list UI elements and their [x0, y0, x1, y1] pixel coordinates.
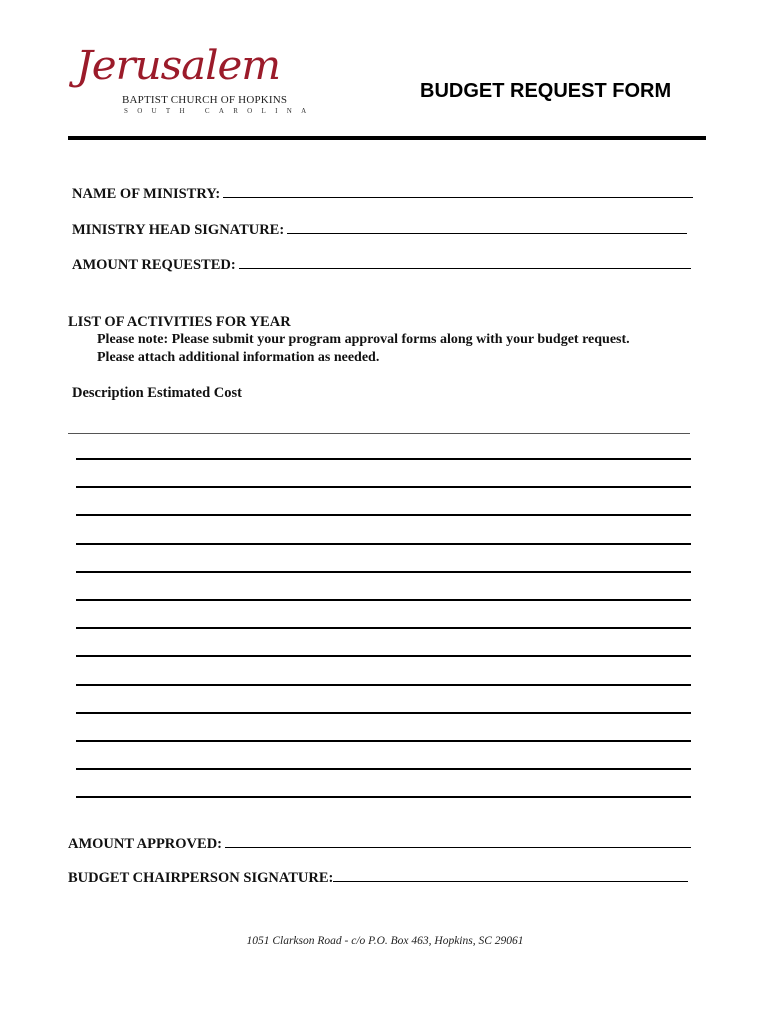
amount-requested-field[interactable]: [72, 257, 691, 274]
activity-entry-line[interactable]: [76, 458, 691, 460]
church-logo: [76, 43, 316, 126]
chairperson-signature-blank[interactable]: [333, 880, 688, 882]
activity-entry-line[interactable]: [76, 571, 691, 573]
amount-approved-label: AMOUNT APPROVED:: [68, 836, 222, 852]
amount-approved-field[interactable]: [68, 836, 691, 853]
activities-top-line[interactable]: [68, 433, 690, 434]
activities-column-header: Description Estimated Cost: [72, 385, 242, 401]
activity-entry-line[interactable]: [76, 796, 691, 798]
amount-requested-blank[interactable]: [239, 267, 691, 269]
footer-address: 1051 Clarkson Road - c/o P.O. Box 463, Hopkins, SC 29061: [246, 935, 524, 947]
ministry-name-field[interactable]: [72, 186, 693, 203]
ministry-head-signature-blank[interactable]: [287, 232, 687, 234]
activities-title: LIST OF ACTIVITIES FOR YEAR: [68, 314, 291, 330]
activity-entry-line[interactable]: [76, 599, 691, 601]
logo-wordmark: Jerusalem: [76, 43, 281, 89]
header-divider: [68, 136, 706, 140]
chairperson-signature-label: BUDGET CHAIRPERSON SIGNATURE:: [68, 870, 334, 886]
ministry-name-blank[interactable]: [223, 196, 693, 198]
activity-entry-line[interactable]: [76, 768, 691, 770]
logo-state: SOUTH CAROLINA: [124, 107, 316, 115]
ministry-head-signature-label: MINISTRY HEAD SIGNATURE:: [72, 222, 285, 238]
chairperson-signature-field[interactable]: [68, 870, 688, 887]
activity-entry-line[interactable]: [76, 712, 691, 714]
amount-approved-blank[interactable]: [225, 846, 691, 848]
activity-entry-line[interactable]: [76, 514, 691, 516]
activity-entry-line[interactable]: [76, 740, 691, 742]
amount-requested-label: AMOUNT REQUESTED:: [72, 257, 236, 273]
ministry-name-label: NAME OF MINISTRY:: [72, 186, 221, 202]
activity-entry-line[interactable]: [76, 486, 691, 488]
ministry-head-signature-field[interactable]: [72, 222, 687, 239]
activity-entry-line[interactable]: [76, 655, 691, 657]
activity-entry-line[interactable]: [76, 543, 691, 545]
activity-entry-line[interactable]: [76, 684, 691, 686]
logo-subtitle: BAPTIST CHURCH OF HOPKINS: [122, 94, 288, 106]
activities-note-line2: Please attach additional information as needed.: [97, 350, 380, 365]
activities-note-line1: Please note: Please submit your program approval forms along with your budget request.: [97, 332, 630, 347]
form-title: BUDGET REQUEST FORM: [420, 80, 672, 102]
activity-entry-line[interactable]: [76, 627, 691, 629]
